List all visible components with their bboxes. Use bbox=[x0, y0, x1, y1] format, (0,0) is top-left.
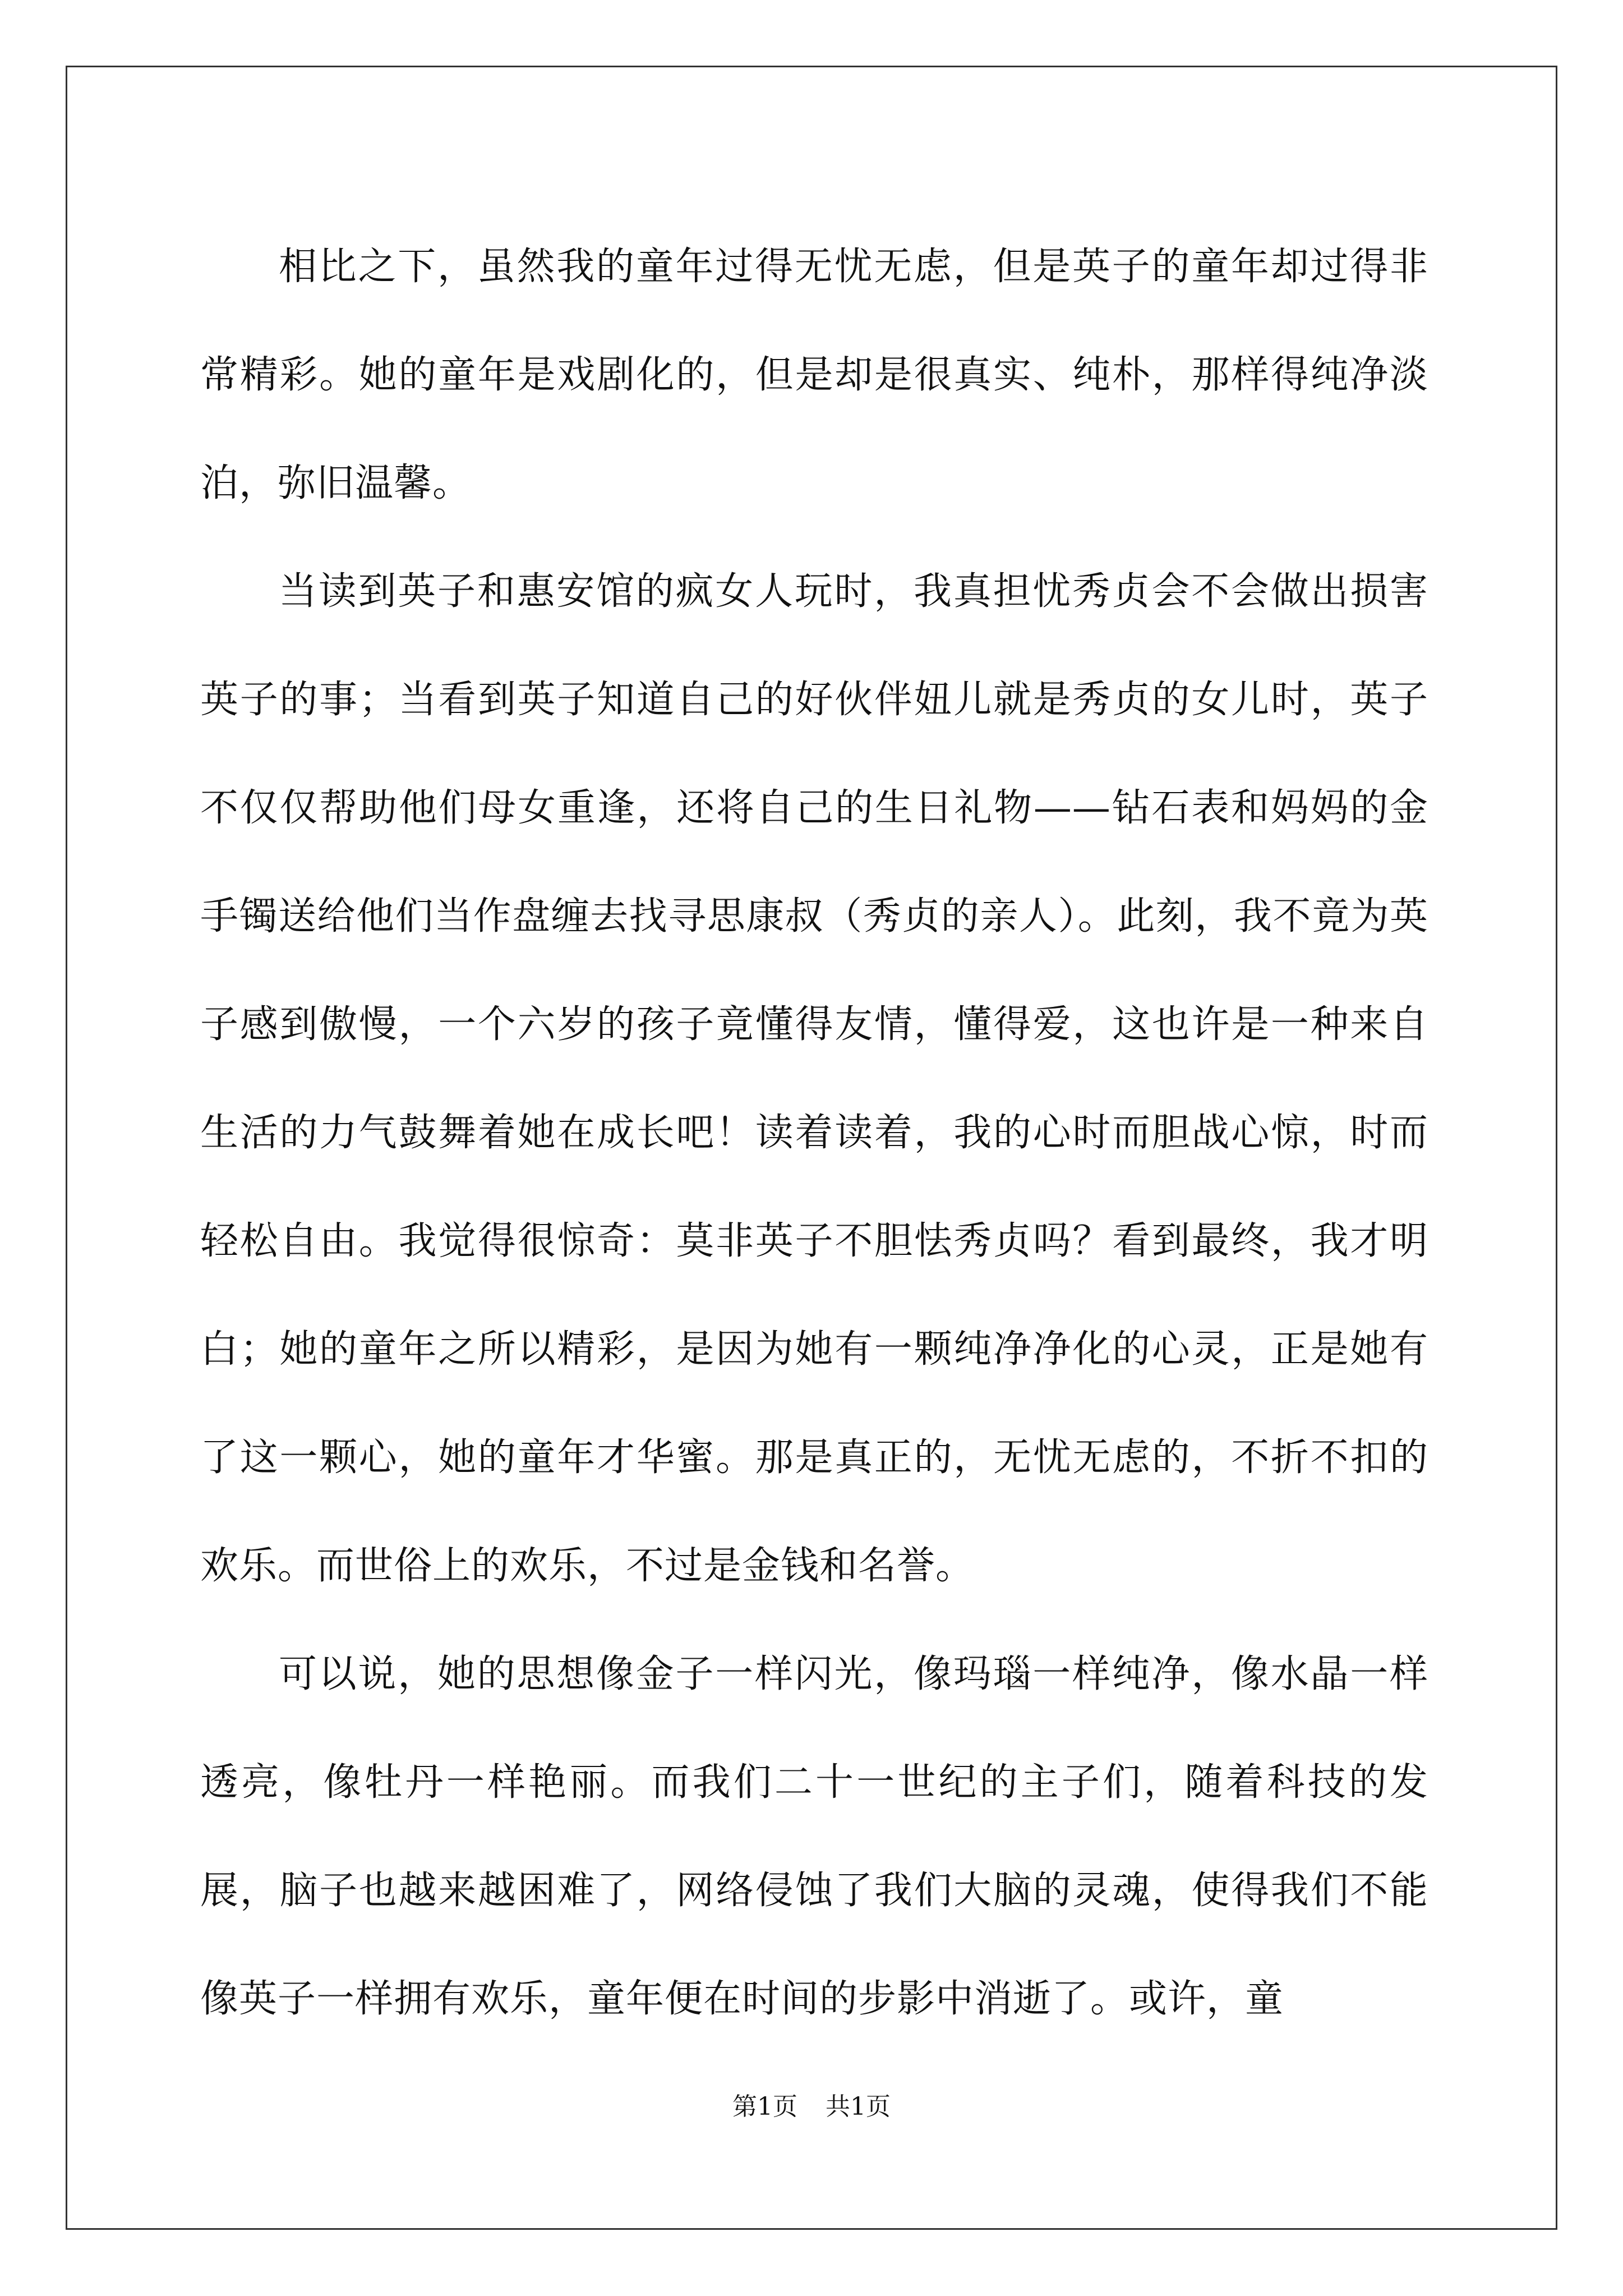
paragraph-2: 当读到英子和惠安馆的疯女人玩时，我真担忧秀贞会不会做出损害英子的事；当看到英子知道自己的好伙伴妞儿就是秀贞的女儿时，英子不仅仅帮助他们母女重逢，还将自己的生日礼物——钻石表和妈妈的金手镯送给他们当作盘缠去找寻思康叔（秀贞的亲人）。此刻，我不竟为英子感到傲慢，一个六岁的孩子竟懂得友情，懂得爱，这也许是一种来自生活的力气鼓舞着她在成长吧！读着读着，我的心时而胆战心惊，时而轻松自由。我觉得很惊奇：莫非英子不胆怯秀贞吗？看到最终，我才明白；她的童年之所以精彩，是因为她有一颗纯净净化的心灵，正是她有了这一颗心，她的童年才华蜜。那是真正的，无忧无虑的，不折不扣的欢乐。而世俗上的欢乐，不过是金钱和名誉。 bbox=[200, 569, 1428, 1588]
paragraph-1: 相比之下，虽然我的童年过得无忧无虑，但是英子的童年却过得非常精彩。她的童年是戏剧化的，但是却是很真实、纯朴，那样得纯净淡泊，弥旧温馨。 bbox=[200, 245, 1428, 505]
page-total: 共1页 bbox=[826, 2092, 891, 2121]
paragraph-3: 可以说，她的思想像金子一样闪光，像玛瑙一样纯净，像水晶一样透亮，像牡丹一样艳丽。而我们二十一世纪的主子们，随着科技的发展，脑子也越来越困难了，网络侵蚀了我们大脑的灵魂，使得我们不能像英子一样拥有欢乐，童年便在时间的步影中消逝了。或许，童 bbox=[200, 1652, 1428, 2021]
page-number: 第1页 bbox=[732, 2092, 797, 2121]
page-footer bbox=[0, 2090, 1623, 2124]
document-body bbox=[200, 213, 1428, 2053]
